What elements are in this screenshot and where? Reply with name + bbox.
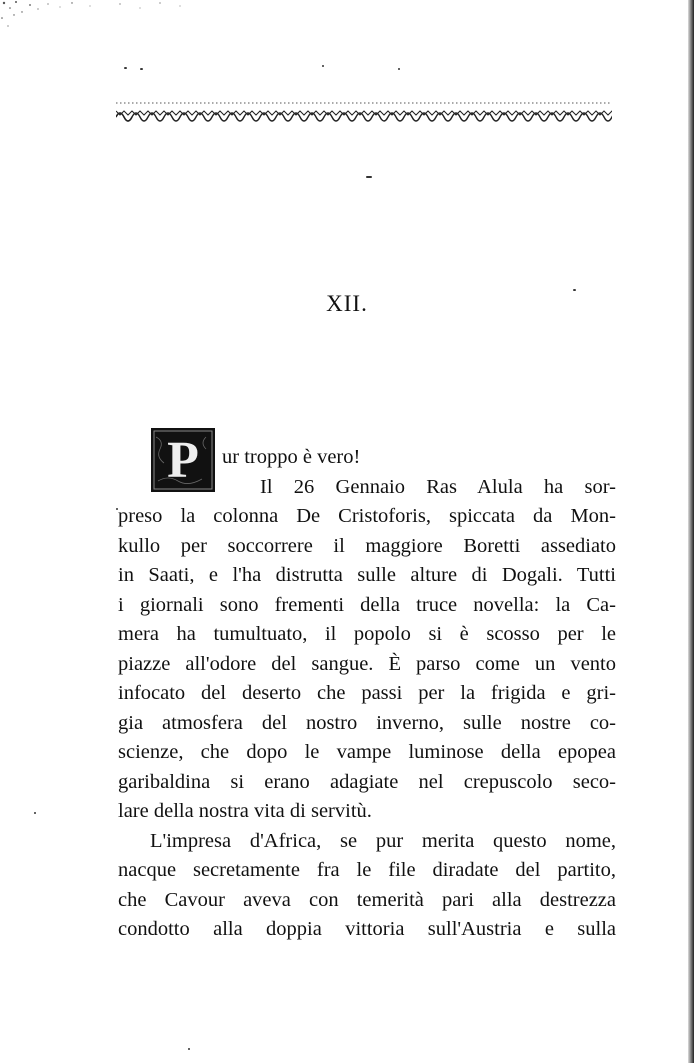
- text-line: kullo per soccorrere il maggiore Boretti assediato: [118, 534, 616, 557]
- text-line: gia atmosfera del nostro inverno, sulle nostre co-: [118, 711, 616, 734]
- text-line: garibaldina si erano adagiate nel crepuscolo seco-: [118, 770, 616, 793]
- text-line: condotto alla doppia vittoria sull'Austria e sulla: [118, 918, 616, 940]
- main-text: [118, 443, 616, 945]
- chapter-number: XII.: [326, 291, 368, 316]
- text-line: nacque secretamente fra le file diradate del partito,: [118, 859, 616, 881]
- drop-cap-letter: P: [167, 432, 199, 489]
- speck: [140, 68, 143, 70]
- ornamental-border: [116, 98, 612, 128]
- speck: [322, 65, 324, 67]
- text-line: L'impresa d'Africa, se pur merita questo nome,: [150, 829, 616, 852]
- text-line: preso la colonna De Cristoforis, spiccata da Mon-: [118, 505, 616, 527]
- speck: [116, 508, 118, 510]
- text-line: piazze all'odore del sangue. È parso come un vento: [118, 652, 616, 675]
- speck: [124, 67, 127, 69]
- text-line: i giornali sono frementi della truce novella: la Ca-: [118, 593, 616, 616]
- scan-noise: [0, 0, 200, 40]
- page-edge-shadow: [688, 0, 694, 1063]
- text-line: che Cavour aveva con temerità pari alla destrezza: [118, 888, 616, 911]
- speck: [34, 812, 36, 814]
- text-line: mera ha tumultuato, il popolo si è scosso per le: [118, 623, 616, 645]
- speck: [366, 176, 372, 178]
- speck: [398, 68, 400, 70]
- text-line: Il 26 Gennaio Ras Alula ha sor-: [260, 475, 616, 498]
- text-line: lare della nostra vita di servitù.: [118, 800, 372, 822]
- text-line: scienze, che dopo le vampe luminose della epopea: [118, 741, 616, 763]
- text-line: infocato del deserto che passi per la frigida e gri-: [118, 682, 616, 704]
- text-line: in Saati, e l'ha distrutta sulle alture di Dogali. Tutti: [118, 564, 616, 586]
- text-line: ur troppo è vero!: [222, 446, 361, 468]
- speck: [188, 1048, 190, 1050]
